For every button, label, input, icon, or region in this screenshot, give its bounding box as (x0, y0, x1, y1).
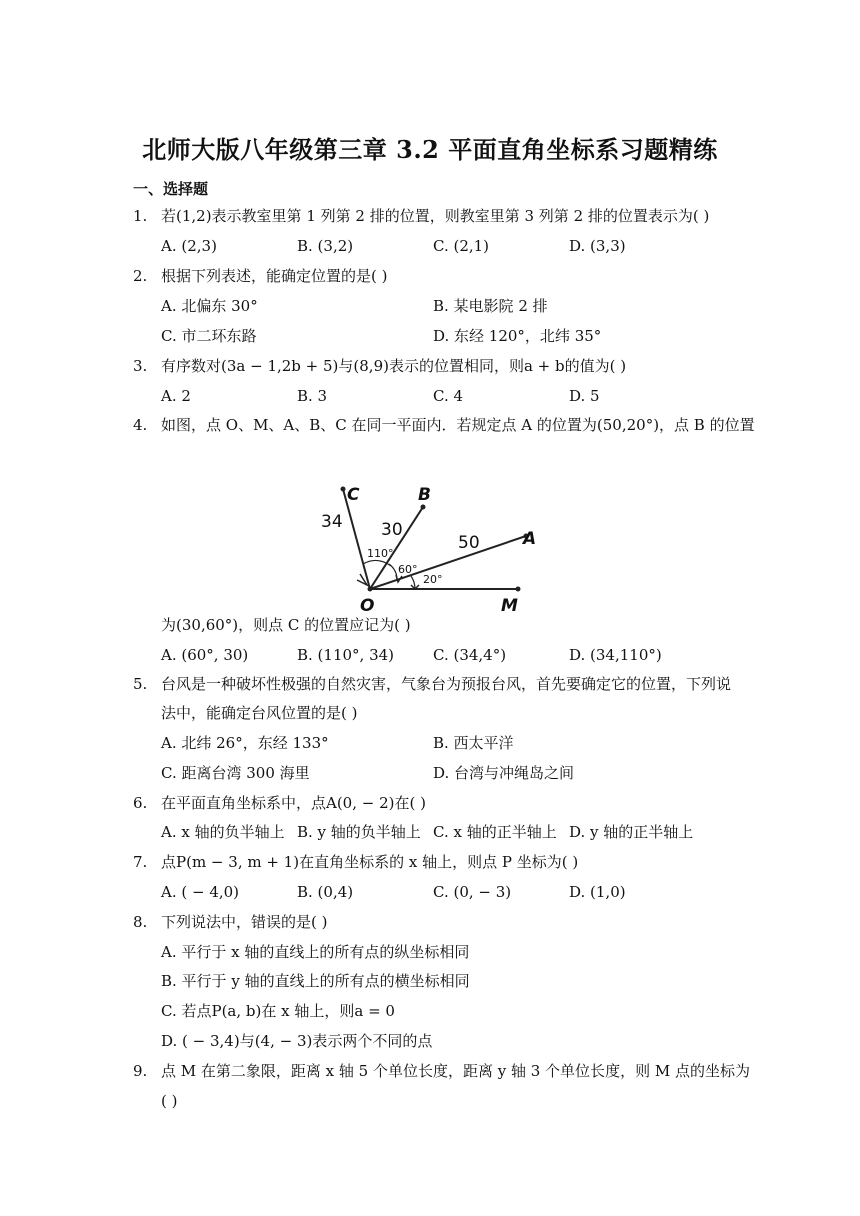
question-number: 8. (133, 913, 148, 931)
option-b: B. (0,4) (297, 883, 354, 901)
section-heading: 一、选择题 (133, 180, 209, 198)
question-text: 下列说法中，错误的是( ) (161, 913, 328, 931)
angle-20: 20° (423, 573, 443, 586)
option-d: D. 东经 120°，北纬 35° (433, 327, 602, 345)
option-a: A. x 轴的负半轴上 (161, 823, 285, 841)
question-text: 点P(m − 3, m + 1)在直角坐标系的 x 轴上，则点 P 坐标为( ) (161, 853, 579, 871)
option-b: B. y 轴的负半轴上 (297, 823, 421, 841)
question-text-continued: 法中，能确定台风位置的是( ) (161, 704, 358, 722)
arc-60 (389, 564, 397, 580)
option-c: C. 4 (433, 387, 464, 405)
option-b: B. 3 (297, 387, 328, 405)
option-b: B. 西太平洋 (433, 734, 514, 752)
label-c: C (347, 485, 360, 505)
option-c: C. 若点P(a, b)在 x 轴上，则a = 0 (161, 1002, 395, 1020)
option-a: A. 2 (161, 387, 191, 405)
option-b: B. (3,2) (297, 237, 354, 255)
option-d: D. 5 (569, 387, 600, 405)
length-ob: 30 (381, 520, 403, 540)
option-a: A. 北纬 26°，东经 133° (161, 734, 329, 752)
option-a: A. ( − 4,0) (161, 883, 240, 901)
point-o (368, 587, 373, 592)
option-a: A. (2,3) (161, 237, 217, 255)
angle-figure (315, 472, 547, 618)
option-d: D. (1,0) (569, 883, 626, 901)
page-title: 北师大版八年级第三章 3.2 平面直角坐标系习题精练 (142, 135, 718, 164)
option-d: D. (34,110°) (569, 646, 662, 664)
option-a: A. 平行于 x 轴的直线上的所有点的纵坐标相同 (161, 943, 470, 961)
option-b: B. 某电影院 2 排 (433, 297, 548, 315)
option-c: C. (34,4°) (433, 646, 507, 664)
question-text: 在平面直角坐标系中，点A(0, − 2)在( ) (161, 794, 426, 812)
question-text: 点 M 在第二象限，距离 x 轴 5 个单位长度，距离 y 轴 3 个单位长度，则 M 点的坐标为 (161, 1062, 750, 1080)
question-text: 根据下列表述，能确定位置的是( ) (161, 267, 388, 285)
question-number: 5. (133, 675, 148, 693)
option-b: B. (110°, 34) (297, 646, 395, 664)
question-number: 6. (133, 794, 148, 812)
question-text: 台风是一种破坏性极强的自然灾害，气象台为预报台风，首先要确定它的位置，下列说 (161, 675, 732, 693)
option-d: D. (3,3) (569, 237, 626, 255)
question-number: 7. (133, 853, 148, 871)
option-d: D. 台湾与冲绳岛之间 (433, 764, 575, 782)
question-number: 3. (133, 357, 148, 375)
question-text: 若(1,2)表示教室里第 1 列第 2 排的位置，则教室里第 3 列第 2 排的位置表示为( ) (161, 207, 710, 225)
label-m: M (501, 596, 518, 616)
option-c: C. (0, − 3) (433, 883, 512, 901)
length-oa: 50 (458, 533, 480, 553)
option-a: A. 北偏东 30° (161, 297, 258, 315)
question-number: 1. (133, 207, 148, 225)
option-c: C. 市二环东路 (161, 327, 257, 345)
label-a: A (523, 529, 537, 549)
option-a: A. (60°, 30) (161, 646, 249, 664)
option-d: D. ( − 3,4)与(4, − 3)表示两个不同的点 (161, 1032, 433, 1050)
question-text: 如图，点 O、M、A、B、C 在同一平面内．若规定点 A 的位置为(50,20°)，点 B 的位置 (161, 416, 755, 434)
length-oc: 34 (321, 512, 343, 532)
label-o: O (360, 596, 375, 616)
option-c: C. (2,1) (433, 237, 490, 255)
question-number: 2. (133, 267, 148, 285)
angle-110: 110° (367, 547, 394, 560)
question-number: 9. (133, 1062, 148, 1080)
point-c (341, 487, 346, 492)
option-b: B. 平行于 y 轴的直线上的所有点的横坐标相同 (161, 972, 470, 990)
option-d: D. y 轴的正半轴上 (569, 823, 694, 841)
point-m (516, 587, 521, 592)
question-text: 有序数对(3a − 1,2b + 5)与(8,9)表示的位置相同，则a + b的值为( ) (161, 357, 627, 375)
question-number: 4. (133, 416, 148, 434)
ray-oa (370, 536, 526, 589)
point-b (421, 505, 426, 510)
option-c: C. x 轴的正半轴上 (433, 823, 557, 841)
option-c: C. 距离台湾 300 海里 (161, 764, 310, 782)
question-text-continued: 为(30,60°)，则点 C 的位置应记为( ) (161, 616, 411, 634)
angle-60: 60° (398, 563, 418, 576)
label-b: B (418, 485, 431, 505)
question-text-continued: ( ) (161, 1092, 178, 1110)
